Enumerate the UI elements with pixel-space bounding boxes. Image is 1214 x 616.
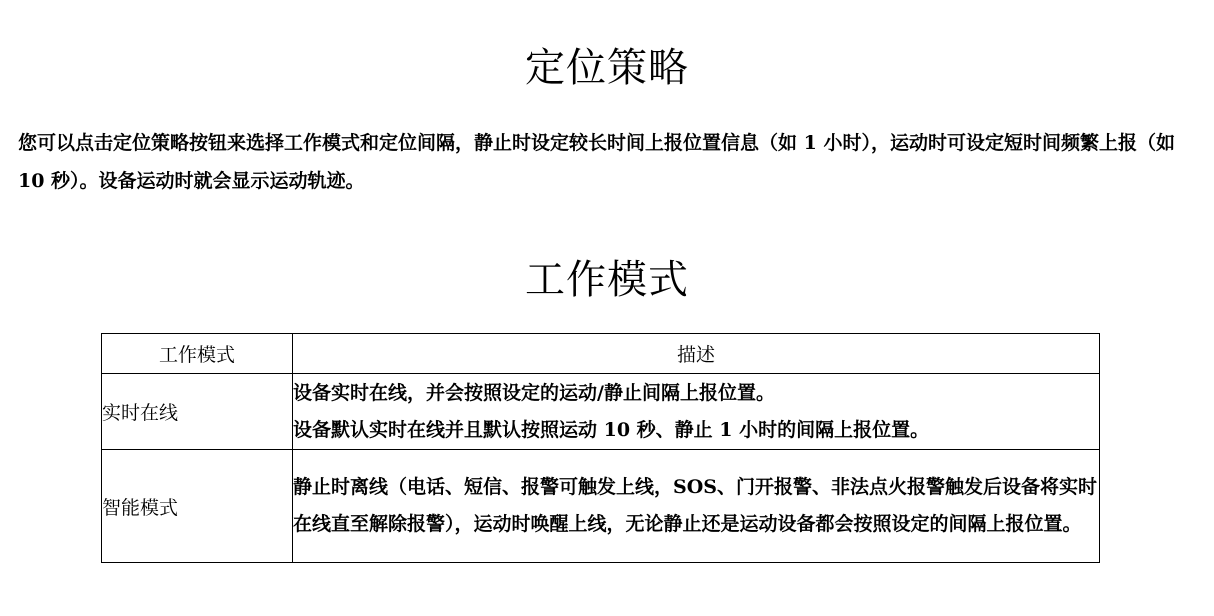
page-title: 定位策略 bbox=[525, 45, 689, 91]
description-line: 设备实时在线，并会按照设定的运动/静止间隔上报位置。 bbox=[293, 381, 775, 404]
intro-paragraph: 您可以点击定位策略按钮来选择工作模式和定位间隔，静止时设定较长时间上报位置信息（如 1 小时），运动时可设定短时间频繁上报（如 10 秒）。设备运动时就会显示运动轨迹。 bbox=[18, 132, 1175, 192]
description-cell bbox=[293, 450, 1100, 563]
table-header-row bbox=[102, 334, 1100, 374]
description-line: 静止时离线（电话、短信、报警可触发上线，SOS、门开报警、非法点火报警触发后设备将实时在线直至解除报警），运动时唤醒上线，无论静止还是运动设备都会按照设定的间隔上报位置。 bbox=[293, 476, 1097, 535]
table-row bbox=[102, 450, 1100, 563]
description-line: 设备默认实时在线并且默认按照运动 10 秒、静止 1 小时的间隔上报位置。 bbox=[293, 418, 930, 441]
work-mode-table bbox=[101, 333, 1100, 563]
table-row bbox=[102, 374, 1100, 450]
mode-cell: 智能模式 bbox=[102, 450, 293, 563]
header-description: 描述 bbox=[293, 334, 1100, 374]
header-mode: 工作模式 bbox=[102, 334, 293, 374]
description-cell bbox=[293, 374, 1100, 450]
section-title-work-mode: 工作模式 bbox=[525, 257, 689, 303]
mode-cell: 实时在线 bbox=[102, 374, 293, 450]
